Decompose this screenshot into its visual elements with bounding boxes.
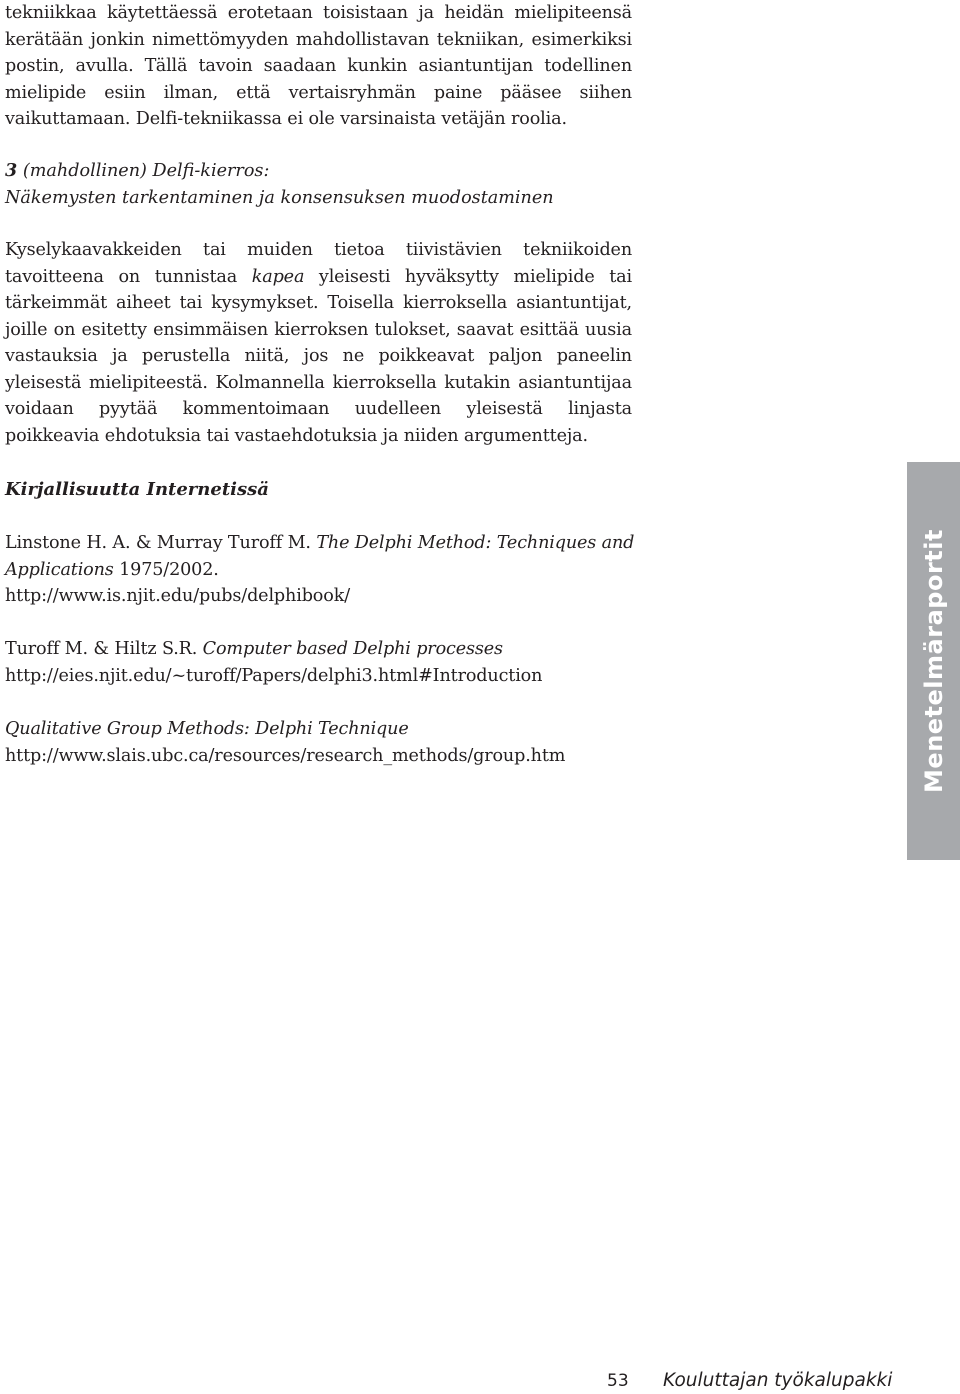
step-number: 3 (5, 160, 18, 181)
reference-item (5, 636, 645, 689)
body-text-start: Kyselykaavakkeiden tai muiden tietoa tiivistävien tekniikoiden tavoitteena on tunnistaa (5, 240, 632, 287)
step-title: (mahdollinen) Delfi-kierros: (22, 161, 270, 181)
intro-paragraph: tekniikkaa käytettäessä erotetaan toisistaan ja heidän mielipiteensä kerätään jonkin nimettömyyden mahdollistavan tekniikan, esimerkiksi postin, avulla. Tällä tavoin saadaan kunkin asiantuntijan todellinen mielipide esiin ilman, että vertaisryhmän paine pääsee siihen vaikuttamaan. Delfi-tekniikassa ei ole varsinaista vetäjän roolia. (5, 3, 632, 129)
reference-item (5, 530, 645, 610)
reference-title: Qualitative Group Methods: Delphi Technique (5, 719, 409, 739)
reference-authors: Turoff M. & Hiltz S.R. (5, 639, 203, 659)
step-subtitle: Näkemysten tarkentaminen ja konsensuksen muodostaminen (5, 187, 554, 208)
reference-url[interactable]: http://www.slais.ubc.ca/resources/research_methods/group.htm (5, 745, 566, 766)
literature-heading: Kirjallisuutta Internetissä (5, 479, 269, 500)
body-emphasis: kapea (251, 266, 305, 287)
reference-title: Computer based Delphi processes (202, 639, 503, 659)
reference-item (5, 716, 645, 769)
reference-title: The Delphi Method: Techniques and Applications (5, 533, 635, 580)
reference-authors: Linstone H. A. & Murray Turoff M. (5, 533, 317, 553)
footer-title: Kouluttajan työkalupakki (663, 1370, 893, 1391)
body-paragraph (5, 237, 632, 449)
page-number: 53 (607, 1371, 629, 1391)
side-tab-label: Menetelmäraportit (919, 529, 948, 793)
step-heading (5, 158, 554, 211)
reference-url[interactable]: http://eies.njit.edu/~turoff/Papers/delphi3.html#Introduction (5, 665, 543, 686)
reference-year: 1975/2002. (113, 559, 219, 580)
body-text-end: yleisesti hyväksytty mielipide tai tärkeimmät aiheet tai kysymykset. Toisella kierroksella asiantuntijat, joille on esitetty ensimmäisen kierroksen tulokset, saavat esittää uusia vastauksia ja perustella niitä, jos ne poikkeavat paljon paneelin yleisestä mielipiteestä. Kolmannella kierroksella kutakin asiantuntijaa voidaan pyytää kommentoimaan uudelleen yleisestä linjasta poikkeavia ehdotuksia tai vastaehdotuksia ja niiden argumentteja. (5, 266, 632, 446)
side-section-tab (907, 462, 960, 860)
reference-url[interactable]: http://www.is.njit.edu/pubs/delphibook/ (5, 586, 350, 606)
